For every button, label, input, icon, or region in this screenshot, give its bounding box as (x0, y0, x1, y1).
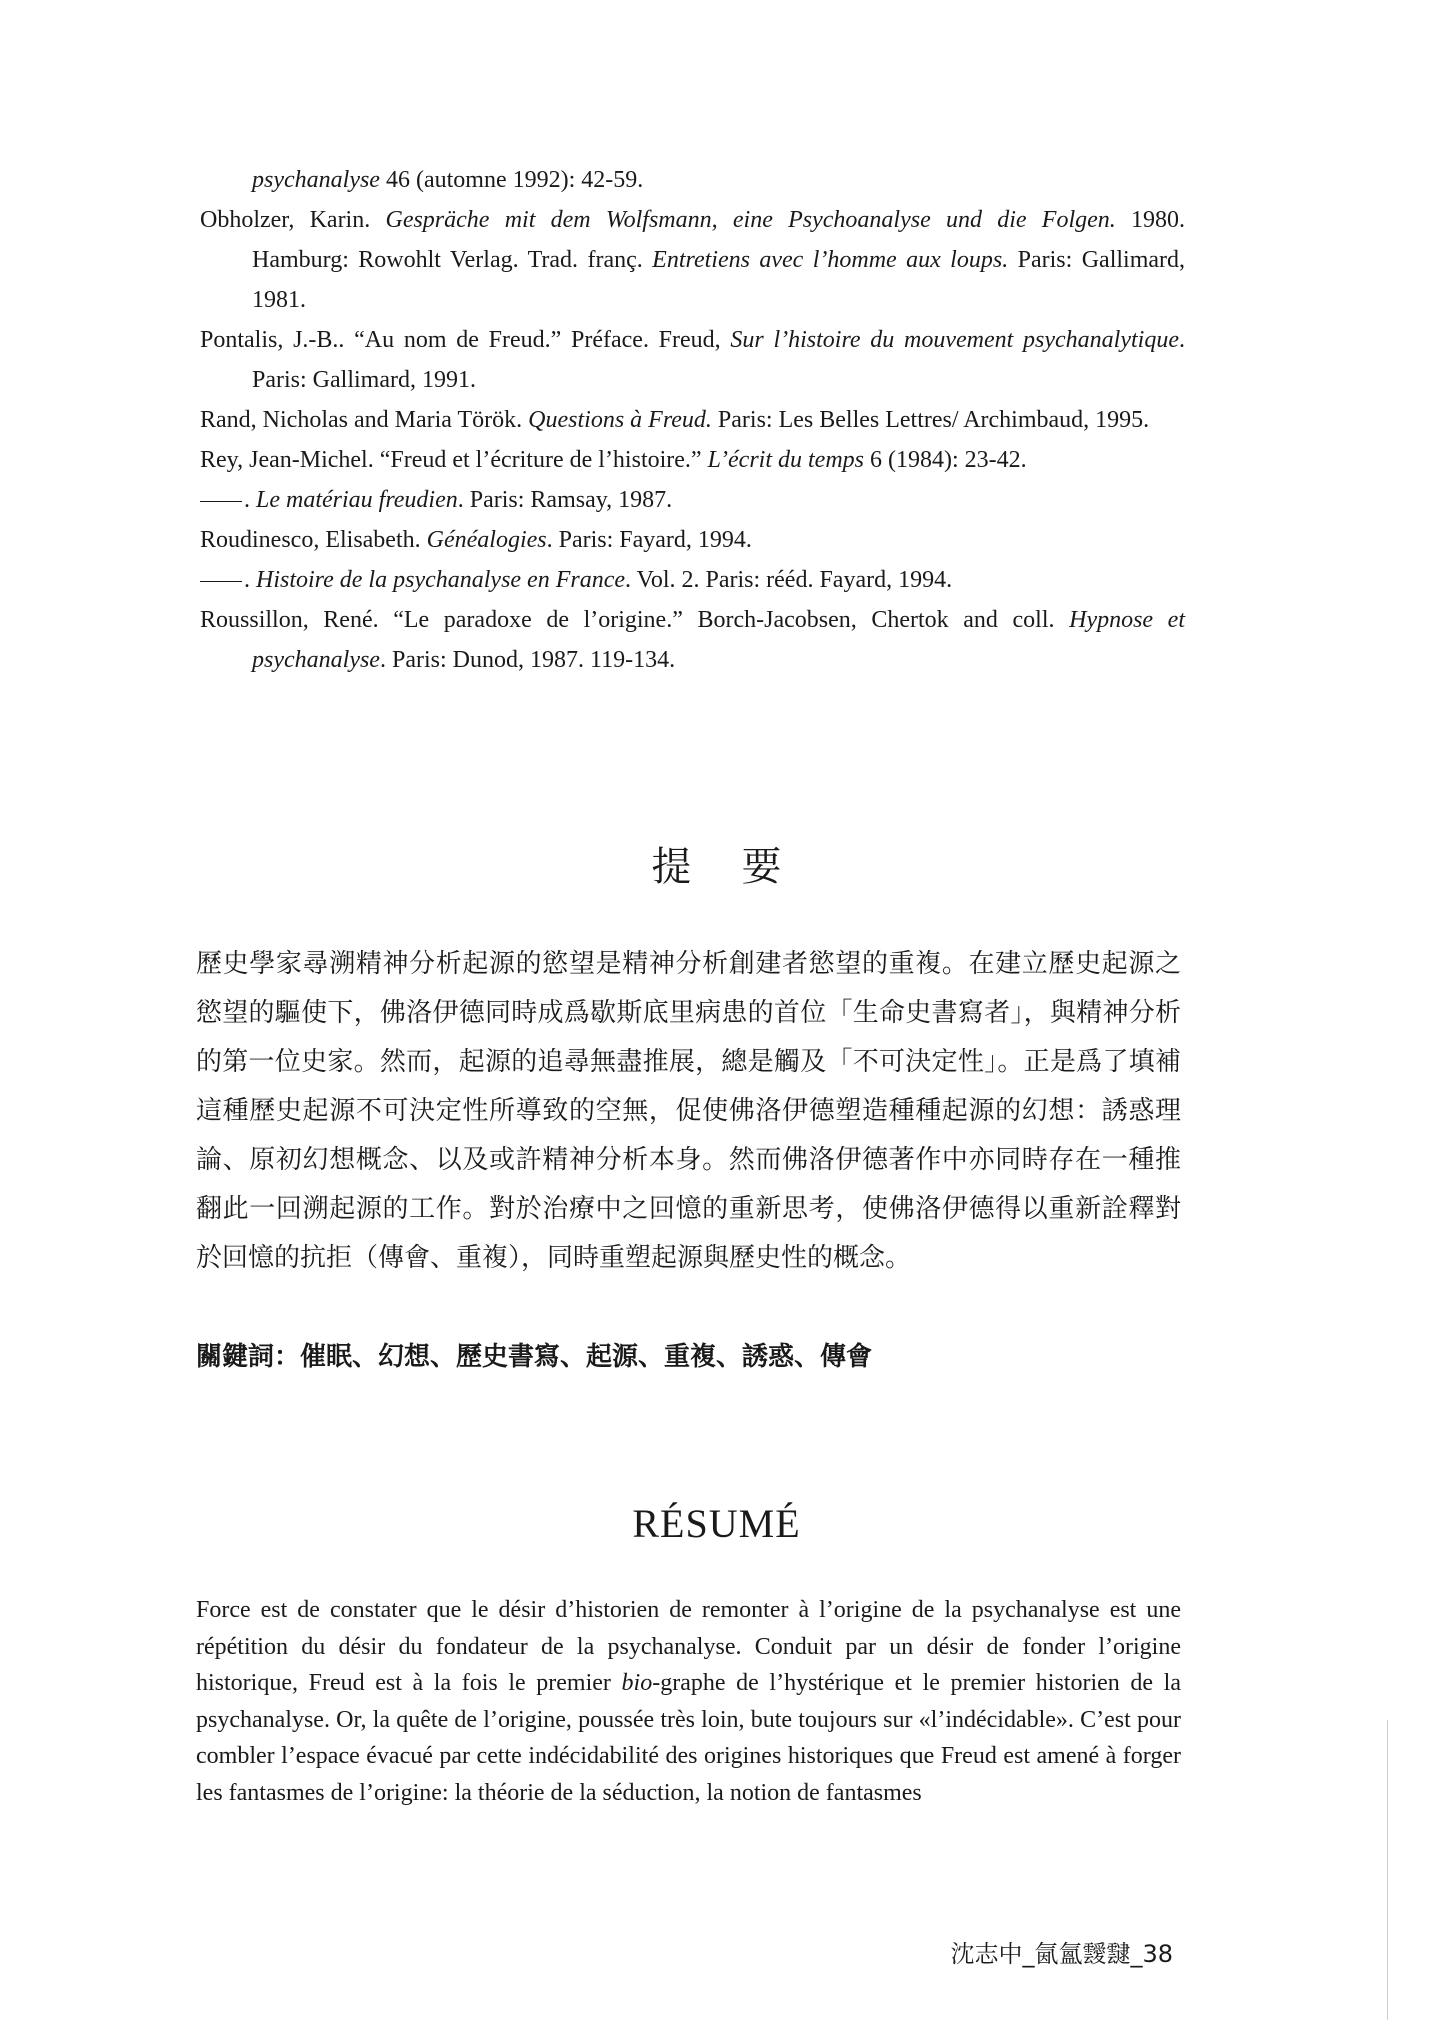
french-abstract-heading: RÉSUMÉ (632, 1501, 801, 1546)
reference-text: 46 (automne 1992): 42-59. (379, 167, 644, 193)
reference-title: psychanalyse (252, 167, 380, 193)
reference-text: Rand, Nicholas and Maria Török. (200, 407, 529, 433)
reference-entry (200, 520, 1185, 560)
reference-entry (200, 440, 1185, 480)
chinese-keywords: 關鍵詞：催眠、幻想、歷史書寫、起源、重複、誘惑、傳會 (196, 1342, 873, 1372)
reference-title: Sur l’histoire du mouvement psychanalytique (730, 327, 1179, 353)
french-abstract-text: -graphe de l’hystérique et le premier historien de la psychanalyse. Or, la quête de l’origine, poussée très loin, bute toujours sur «l’indécidable». C’est pour combler l’espace évacué par cette indécidabilité des origines historiques que Freud est amené à forger les fantasmes de l’origine: la théorie de la séduction, la notion de fantasmes (196, 1670, 1181, 1806)
reference-text: 6 (1984): 23-42. (864, 447, 1027, 473)
reference-title: Gespräche mit dem Wolfsmann, eine Psychoanalyse und die Folgen. (385, 207, 1116, 233)
page-footer: 沈志中_氤氳靉靆_38 (950, 1940, 1173, 1968)
reference-text: Rey, Jean-Michel. “Freud et l’écriture de l’histoire.” (200, 447, 708, 473)
reference-text: Roussillon, René. “Le paradoxe de l’origine.” Borch-Jacobsen, Chertok and coll. (200, 607, 1070, 633)
reference-title: Histoire de la psychanalyse en France (256, 567, 626, 593)
french-abstract (196, 1592, 1181, 1811)
reference-title: Questions à Freud. (528, 407, 712, 433)
reference-entry (200, 480, 1185, 520)
reference-text: Paris: Les Belles Lettres/ Archimbaud, 1995. (711, 407, 1150, 433)
reference-entry (200, 600, 1185, 680)
reference-entry (200, 560, 1185, 600)
reference-text: . (244, 487, 256, 513)
repeat-author-dash (200, 581, 242, 582)
reference-text: . Paris: Dunod, 1987. 119-134. (379, 647, 676, 673)
chinese-abstract-heading: 提要 (651, 844, 832, 890)
reference-text: . Paris: Gallimard, 1991. (252, 327, 1185, 393)
reference-text: Roudinesco, Elisabeth. (200, 527, 427, 553)
reference-text: . Paris: Ramsay, 1987. (457, 487, 673, 513)
scan-edge-mark (1387, 1720, 1388, 2020)
reference-entry (200, 400, 1185, 440)
bibliography (200, 160, 1185, 680)
reference-text: Obholzer, Karin. (200, 207, 386, 233)
repeat-author-dash (200, 501, 242, 502)
reference-text: . Paris: Fayard, 1994. (546, 527, 752, 553)
reference-title: L’écrit du temps (707, 447, 864, 473)
reference-title: Le matériau freudien (256, 487, 458, 513)
reference-text: Pontalis, J.-B.. “Au nom de Freud.” Préface. Freud, (200, 327, 731, 353)
reference-text: . (244, 567, 256, 593)
french-abstract-text: Force est de constater que le désir d’historien de remonter à l’origine de la psychanalyse est une répétition du désir du fondateur de la psychanalyse. Conduit par un désir de fonder l’origine historique, Freud est à la fois le premier (196, 1597, 1181, 1696)
reference-title: Entretiens avec l’homme aux loups. (652, 247, 1009, 273)
reference-text: 1980. Hamburg: Rowohlt Verlag. Trad. franç. (252, 207, 1186, 273)
reference-title: Généalogies (426, 527, 547, 553)
chinese-abstract: 歷史學家尋溯精神分析起源的慾望是精神分析創建者慾望的重複。在建立歷史起源之慾望的驅使下，佛洛伊德同時成爲歇斯底里病患的首位「生命史書寫者」，與精神分析的第一位史家。然而，起源的追尋無盡推展，總是觸及「不可決定性」。正是爲了填補這種歷史起源不可決定性所導致的空無，促使佛洛伊德塑造種種起源的幻想：誘惑理論、原初幻想概念、以及或許精神分析本身。然而佛洛伊德著作中亦同時存在一種推翻此一回溯起源的工作。對於治療中之回憶的重新思考，使佛洛伊德得以重新詮釋對於回憶的抗拒（傳會、重複），同時重塑起源與歷史性的概念。 (196, 949, 1181, 1273)
reference-text: Paris: Gallimard, 1981. (252, 247, 1186, 313)
reference-text: . Vol. 2. Paris: rééd. Fayard, 1994. (625, 567, 953, 593)
french-abstract-italic: bio (621, 1670, 653, 1696)
reference-title: Hypnose et psychanalyse (252, 607, 1186, 673)
reference-entry (200, 200, 1185, 320)
reference-entry (200, 160, 1185, 200)
reference-entry (200, 320, 1185, 400)
